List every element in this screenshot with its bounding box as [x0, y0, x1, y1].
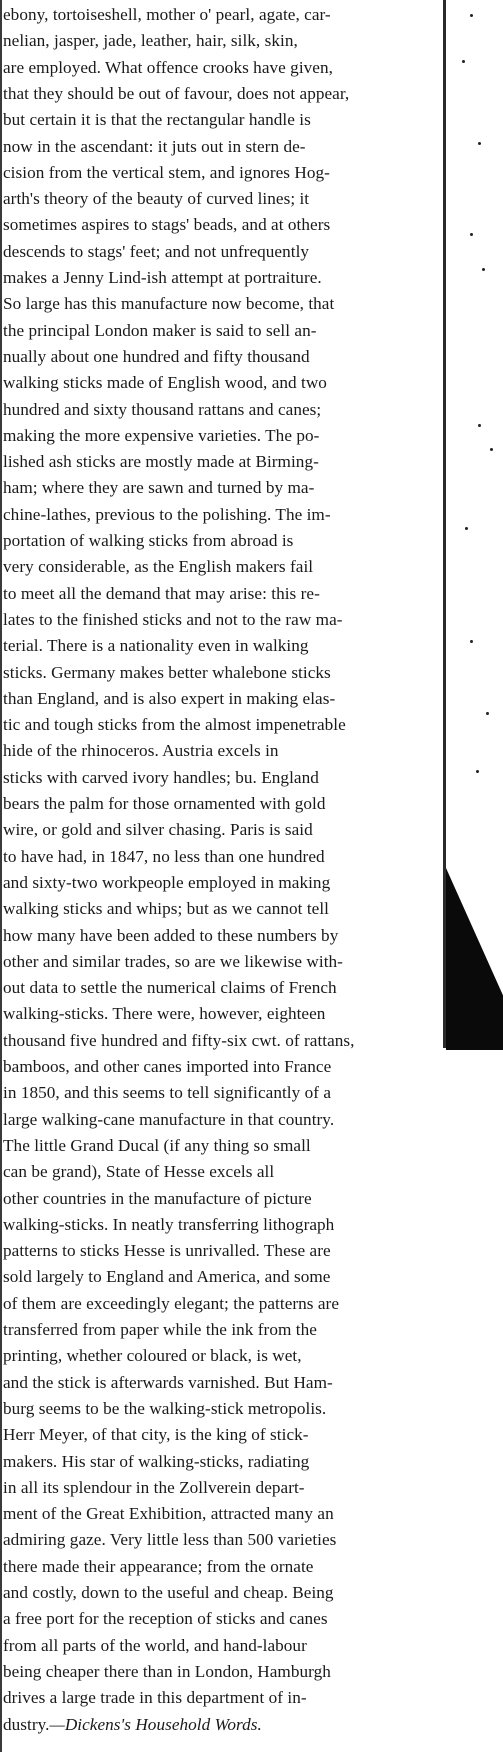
article-line: Herr Meyer, of that city, is the king of stick-: [3, 1425, 309, 1445]
article-line: from all parts of the world, and hand-labour: [3, 1635, 307, 1655]
article-line: sticks. Germany makes better whalebone sticks: [3, 662, 331, 682]
ink-speck: [482, 268, 485, 271]
article-line: patterns to sticks Hesse is unrivalled. These are: [3, 1241, 331, 1261]
article-line: terial. There is a nationality even in walking: [3, 636, 309, 656]
article-line: portation of walking sticks from abroad is: [3, 531, 294, 550]
article-line: [3, 1712, 499, 1739]
article-line: to meet all the demand that may arise: this re-: [3, 583, 320, 603]
article-line: than England, and is also expert in making elas-: [3, 688, 336, 708]
article-line: sold largely to England and America, and some: [3, 1267, 331, 1287]
ink-speck: [490, 448, 493, 451]
article-line: but certain it is that the rectangular handle is: [3, 110, 311, 130]
article-line: cision from the vertical stem, and ignores Hog-: [3, 162, 330, 182]
article-line: makers. His star of walking-sticks, radiating: [3, 1451, 310, 1471]
article-line: arth's theory of the beauty of curved lines; it: [3, 189, 310, 209]
article-line: descends to stags' feet; and not unfrequently: [3, 241, 310, 261]
attribution: —Dickens's Household Words.: [49, 1714, 262, 1734]
article-line: in 1850, and this seems to tell significantly of a: [3, 1083, 332, 1103]
article-line: and costly, down to the useful and cheap. Being: [3, 1583, 334, 1602]
article-line: bamboos, and other canes imported into France: [3, 1057, 332, 1076]
article-line: admiring gaze. Very little less than 500 varieties: [3, 1530, 337, 1550]
article-line: other and similar trades, so are we likewise with-: [3, 951, 343, 971]
ink-speck: [478, 424, 481, 427]
ink-speck: [470, 233, 473, 236]
article-line: lates to the finished sticks and not to the raw ma-: [3, 609, 343, 629]
ink-speck: [478, 142, 481, 145]
article-line: tic and tough sticks from the almost impenetrable: [3, 715, 346, 735]
ink-speck: [486, 712, 489, 715]
article-line: now in the ascendant: it juts out in stern de-: [3, 136, 306, 156]
ink-speck: [465, 527, 468, 530]
article-line: large walking-cane manufacture in that country.: [3, 1109, 335, 1129]
article-line: nually about one hundred and fifty thousand: [3, 346, 310, 366]
article-line: drives a large trade in this department of in-: [3, 1688, 307, 1708]
article-line: to have had, in 1847, no less than one hundred: [3, 846, 325, 866]
article-line: and the stick is afterwards varnished. But Ham-: [3, 1372, 333, 1392]
article-line: bears the palm for those ornamented with gold: [3, 794, 326, 813]
article-line: thousand five hundred and fifty-six cwt. of rattans,: [3, 1030, 355, 1050]
article-line: that they should be out of favour, does not appear,: [3, 83, 350, 103]
article-line: there made their appearance; from the ornate: [3, 1556, 314, 1576]
ink-speck: [462, 60, 465, 63]
article-line: are employed. What offence crooks have given,: [3, 57, 333, 77]
article-line: can be grand), State of Hesse excels all: [3, 1162, 275, 1182]
article-line-text: dustry.: [3, 1714, 50, 1734]
article-line: in all its splendour in the Zollverein depart-: [3, 1477, 305, 1497]
ink-speck: [470, 14, 473, 17]
article-line: walking-sticks. There were, however, eighteen: [3, 1004, 326, 1024]
article-line: burg seems to be the walking-stick metropolis.: [3, 1398, 327, 1418]
ink-speck: [470, 640, 473, 643]
article-line: hundred and sixty thousand rattans and canes;: [3, 399, 322, 419]
article-line: chine-lathes, previous to the polishing. The im-: [3, 504, 331, 524]
article-line: sometimes aspires to stags' beads, and at others: [3, 215, 331, 235]
article-line: makes a Jenny Lind-ish attempt at portraiture.: [3, 268, 322, 287]
article-line: lished ash sticks are mostly made at Birming-: [3, 452, 319, 472]
ink-speck: [476, 770, 479, 773]
column-gutter-rule: [443, 0, 446, 1048]
article-line: out data to settle the numerical claims of French: [3, 978, 337, 998]
article-line: printing, whether coloured or black, is wet,: [3, 1346, 302, 1366]
article-line: of them are exceedingly elegant; the patterns are: [3, 1293, 340, 1313]
article-line: So large has this manufacture now become, that: [3, 294, 335, 314]
article-line: ham; where they are sawn and turned by ma-: [3, 478, 315, 498]
article-line: ment of the Great Exhibition, attracted many an: [3, 1504, 334, 1524]
article-line: The little Grand Ducal (if any thing so small: [3, 1135, 311, 1155]
article-line: transferred from paper while the ink from the: [3, 1320, 317, 1339]
article-line: being cheaper there than in London, Hamburgh: [3, 1661, 331, 1681]
article-line: other countries in the manufacture of picture: [3, 1188, 312, 1208]
article-line: walking sticks made of English wood, and two: [3, 373, 327, 393]
article-line: and sixty-two workpeople employed in making: [3, 872, 331, 892]
article-line: sticks with carved ivory handles; bu. England: [3, 767, 319, 787]
article-line: wire, or gold and silver chasing. Paris is said: [3, 820, 313, 840]
article-line: making the more expensive varieties. The po-: [3, 425, 320, 445]
article-line: very considerable, as the English makers fail: [3, 557, 314, 577]
article-line: how many have been added to these numbers by: [3, 925, 339, 945]
article-line: hide of the rhinoceros. Austria excels in: [3, 741, 279, 761]
article-line: walking-sticks. In neatly transferring lithograph: [3, 1214, 335, 1234]
article-line: ebony, tortoiseshell, mother o' pearl, agate, car-: [3, 5, 331, 24]
article-line: the principal London maker is said to sell an-: [3, 320, 317, 340]
article-line: nelian, jasper, jade, leather, hair, silk, skin,: [3, 31, 298, 51]
article-line: a free port for the reception of sticks and canes: [3, 1609, 328, 1629]
article-line: walking sticks and whips; but as we cannot tell: [3, 899, 329, 919]
